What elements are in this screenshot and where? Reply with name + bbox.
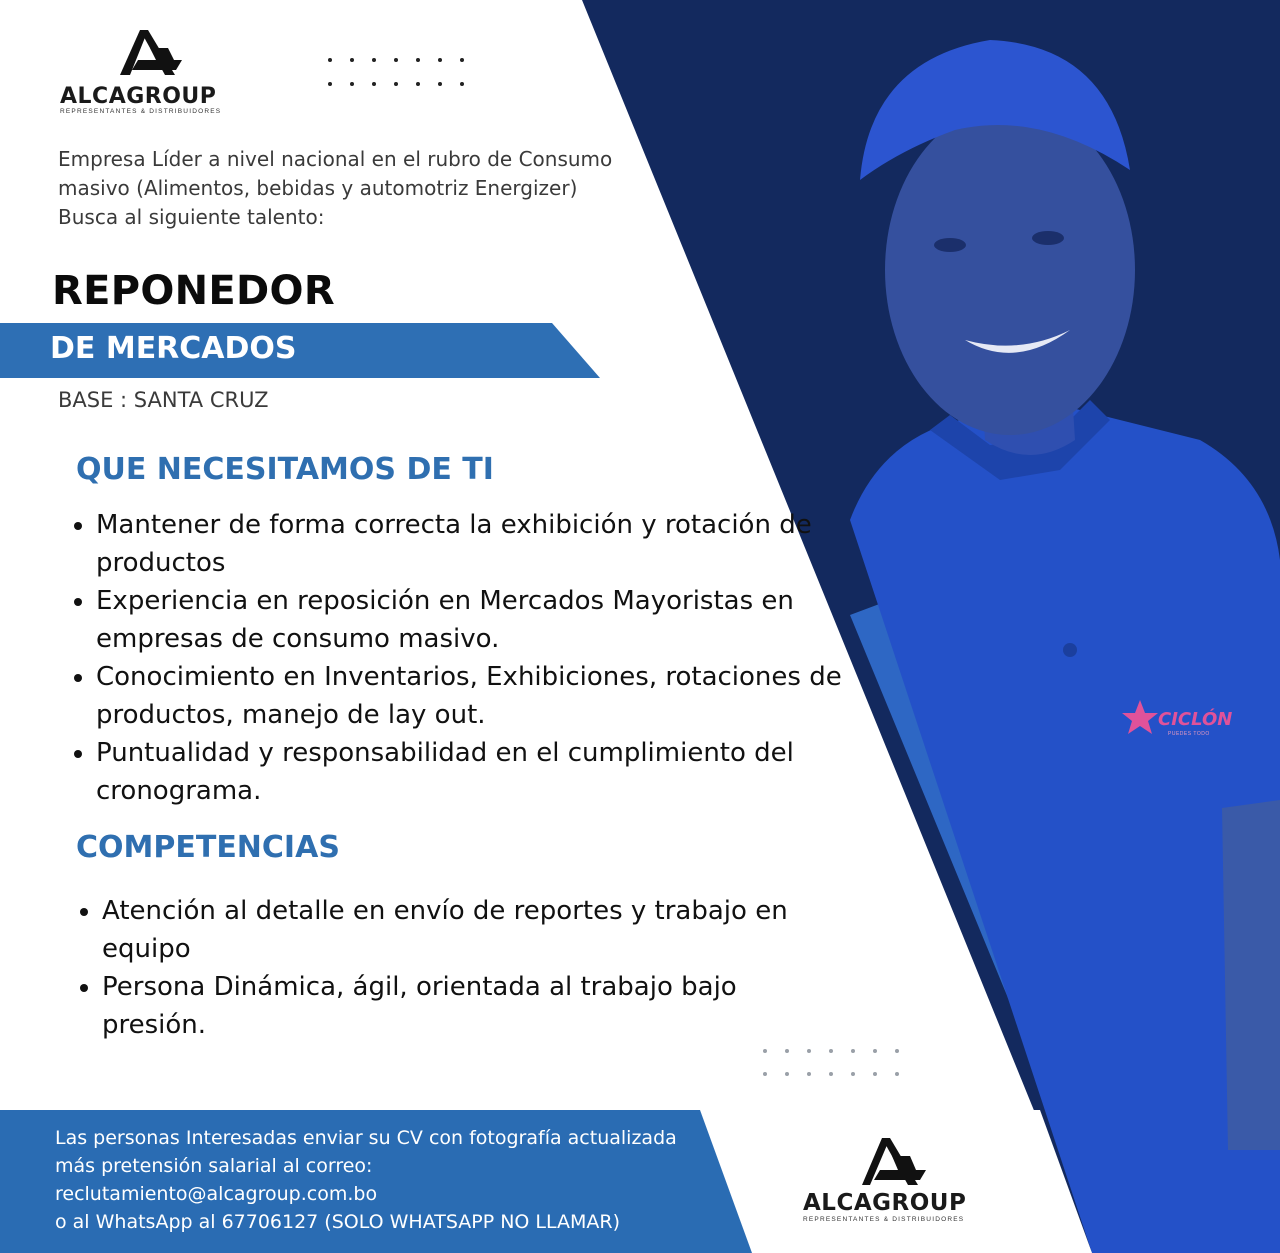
header-logo-name: ALCAGROUP [60, 84, 217, 109]
list-item: • Mantener de forma correcta la exhibición y rotación de productos [96, 506, 856, 582]
requirements-list [70, 506, 856, 810]
footer-whatsapp: o al WhatsApp al 67706127 (SOLO WHATSAPP NO LLAMAR) [55, 1211, 621, 1233]
competencies-list [76, 892, 842, 1044]
job-subtitle: DE MERCADOS [50, 331, 297, 366]
worker-eye-left [934, 238, 966, 252]
box [1222, 800, 1280, 1150]
footer-logo-area [752, 1110, 1092, 1253]
list-item: • Puntualidad y responsabilidad en el cumplimiento del cronograma. [96, 734, 856, 810]
header-logo-mark [120, 30, 182, 75]
worker-eye-right [1032, 231, 1064, 245]
footer-logo-tagline: REPRESENTANTES & DISTRIBUIDORES [803, 1216, 965, 1223]
footer-email[interactable]: reclutamiento@alcagroup.com.bo [55, 1183, 378, 1205]
footer-line-1: Las personas Interesadas enviar su CV con fotografía actualizada [55, 1127, 677, 1149]
header-logo-tagline: REPRESENTANTES & DISTRIBUIDORES [60, 108, 222, 115]
footer-instructions [55, 1124, 715, 1236]
list-item: • Atención al detalle en envío de reportes y trabajo en equipo [102, 892, 842, 968]
requirements-heading: QUE NECESITAMOS DE TI [76, 452, 494, 487]
decorative-dots-top [328, 58, 464, 86]
job-base: BASE : SANTA CRUZ [58, 388, 269, 412]
decorative-dots-bottom [763, 1049, 899, 1076]
list-item: • Experiencia en reposición en Mercados Mayoristas en empresas de consumo masivo. [96, 582, 856, 658]
worker-head [885, 105, 1135, 435]
footer-logo-name: ALCAGROUP [803, 1190, 967, 1216]
shirt-logo-name: CICLÓN [1158, 709, 1233, 730]
shirt-logo-tagline: PUEDES TODO [1168, 731, 1210, 737]
competencies-heading: COMPETENCIAS [76, 830, 340, 865]
intro-text: Empresa Líder a nivel nacional en el rubro de Consumo masivo (Alimentos, bebidas y automotriz Energizer) Busca al siguiente talento: [58, 147, 613, 229]
job-title: REPONEDOR [52, 268, 335, 314]
list-item: • Persona Dinámica, ágil, orientada al trabajo bajo presión. [102, 968, 842, 1044]
list-item: • Conocimiento en Inventarios, Exhibiciones, rotaciones de productos, manejo de lay out. [96, 658, 856, 734]
shirt-button [1063, 643, 1077, 657]
footer-line-2: más pretensión salarial al correo: [55, 1155, 373, 1177]
